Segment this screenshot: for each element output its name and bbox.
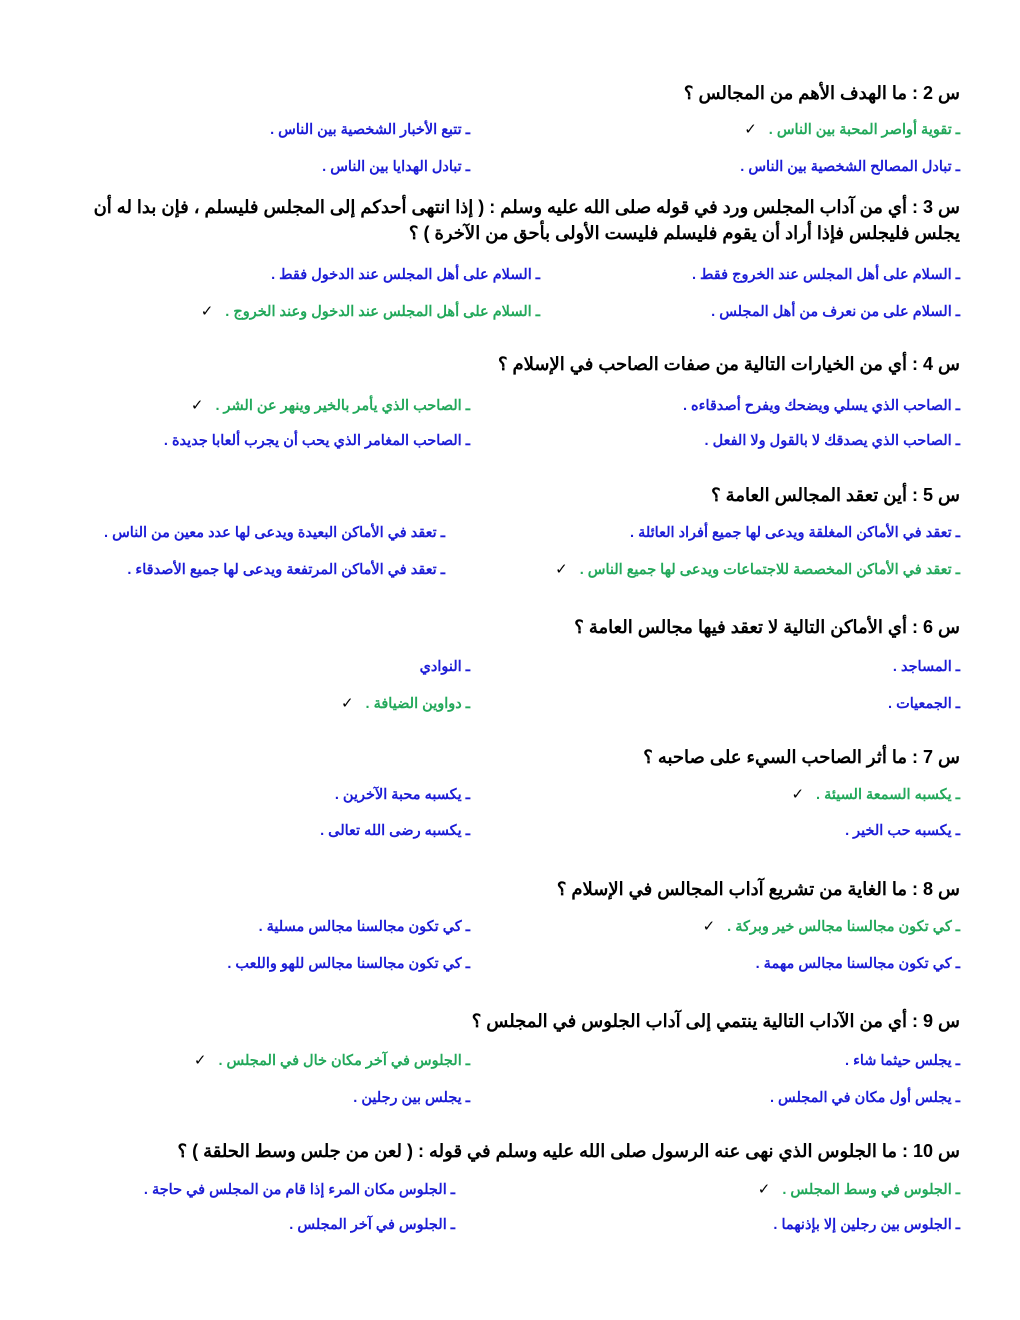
q6-option-2: ـ النوادي [419,659,470,675]
q5-option-2: ـ تعقد في الأماكن البعيدة ويدعى لها عدد معين من الناس . [104,525,445,541]
q7-option-4: ـ يكسبه رضى الله تعالى . [320,823,470,839]
option-text: ـ كي تكون مجالسنا مجالس خير وبركة . [727,919,960,935]
q4-option-3: ـ الصاحب الذي يصدقك لا بالقول ولا الفعل . [704,433,960,449]
option-text: ـ تقوية أواصر المحبة بين الناس . [768,122,960,138]
question-4: س 4 : أي من الخيارات التالية من صفات الصاحب في الإسلام ؟ [497,354,960,374]
question-10: س 10 : ما الجلوس الذي نهى عنه الرسول صلى الله عليه وسلم في قوله : ( لعن من جلس وسط الحلقة ) ؟ [177,1141,960,1161]
check-mark-icon: ✓ [702,918,716,935]
option-text: ـ يكسبه السمعة السيئة . [816,787,960,803]
question-3: س 3 : أي من آداب المجلس ورد في قوله صلى الله عليه وسلم : ( إذا انتهى أحدكم إلى المجلس فليسلم ، فإن بدا له أن يجلس فليجلس فإذا أراد أن يقوم فليسلم فليست الأولى بأحق من الآخرة ) ؟ [93,197,960,243]
check-mark-icon: ✓ [340,695,354,712]
q10-option-3: ـ الجلوس بين رجلين إلا بإذنهما . [773,1217,960,1233]
q7-option-1 [791,784,960,806]
q8-option-3: ـ كي تكون مجالسنا مجالس مهمة . [755,956,960,972]
q5-option-3 [555,559,960,581]
option-text: ـ دواوين الضيافة . [365,696,470,712]
q6-option-4 [341,693,470,715]
q10-option-4: ـ الجلوس في آخر المجلس . [289,1217,455,1233]
check-mark-icon: ✓ [190,397,204,414]
question-7: س 7 : ما أثر الصاحب السيء على صاحبه ؟ [643,747,960,767]
q3-option-4 [201,301,540,323]
check-mark-icon: ✓ [744,121,757,138]
check-mark-icon: ✓ [757,1181,771,1198]
option-text: ـ تعقد في الأماكن المخصصة للاجتماعات ويدعى لها جميع الناس . [579,562,960,578]
q6-option-3: ـ الجمعيات . [888,696,960,712]
option-text: ـ الصاحب الذي يأمر بالخير وينهر عن الشر . [215,398,470,414]
q5-option-1: ـ تعقد في الأماكن المغلقة ويدعى لها جميع أفراد العائلة . [630,525,960,541]
option-text: ـ الجلوس في وسط المجلس . [782,1182,960,1198]
q2-option-2: ـ تتبع الأخبار الشخصية بين الناس . [270,122,470,138]
option-text: ـ السلام على أهل المجلس عند الدخول وعند الخروج . [225,304,540,320]
question-9: س 9 : أي من الآداب التالية ينتمي إلى آداب الجلوس في المجلس ؟ [471,1011,960,1031]
q9-option-4: ـ يجلس بين رجلين . [353,1090,470,1106]
q8-option-4: ـ كي تكون مجالسنا مجالس للهو واللعب . [227,956,470,972]
q8-option-1 [703,916,960,938]
q2-option-3: ـ تبادل المصالح الشخصية بين الناس . [740,159,960,175]
q3-option-3: ـ السلام على من نعرف من أهل المجلس . [711,304,960,320]
q5-option-4: ـ تعقد في الأماكن المرتفعة ويدعى لها جميع الأصدقاء . [127,562,445,578]
check-mark-icon: ✓ [200,303,214,320]
question-6: س 6 : أي الأماكن التالية لا تعقد فيها مجالس العامة ؟ [574,617,960,637]
check-mark-icon: ✓ [791,786,805,803]
q7-option-3: ـ يكسبه حب الخير . [845,823,960,839]
q2-option-1 [744,119,960,141]
q3-option-1: ـ السلام على أهل المجلس عند الخروج فقط . [691,267,960,283]
q3-option-2: ـ السلام على أهل المجلس عند الدخول فقط . [271,267,540,283]
question-5: س 5 : أين تعقد المجالس العامة ؟ [711,485,960,505]
question-2: س 2 : ما الهدف الأهم من المجالس ؟ [683,83,960,103]
q10-option-1 [758,1179,960,1201]
q4-option-1: ـ الصاحب الذي يسلي ويضحك ويفرح أصدقاءه . [682,398,960,414]
q4-option-2 [191,395,470,417]
check-mark-icon: ✓ [555,561,568,578]
q9-option-2 [194,1050,470,1072]
question-8: س 8 : ما الغاية من تشريع آداب المجالس في الإسلام ؟ [556,879,960,899]
check-mark-icon: ✓ [193,1052,207,1069]
q2-option-4: ـ تبادل الهدايا بين الناس . [322,159,470,175]
q10-option-2: ـ الجلوس مكان المرء إذا قام من المجلس في حاجة . [143,1182,455,1198]
q9-option-3: ـ يجلس أول مكان في المجلس . [769,1090,960,1106]
q9-option-1: ـ يجلس حيثما شاء . [845,1053,960,1069]
q6-option-1: ـ المساجد . [892,659,960,675]
q4-option-4: ـ الصاحب المغامر الذي يحب أن يجرب ألعابا جديدة . [163,433,470,449]
q7-option-2: ـ يكسبه محبة الآخرين . [334,787,470,803]
option-text: ـ الجلوس في آخر مكان خال في المجلس . [218,1053,470,1069]
q8-option-2: ـ كي تكون مجالسنا مجالس مسلية . [258,919,470,935]
